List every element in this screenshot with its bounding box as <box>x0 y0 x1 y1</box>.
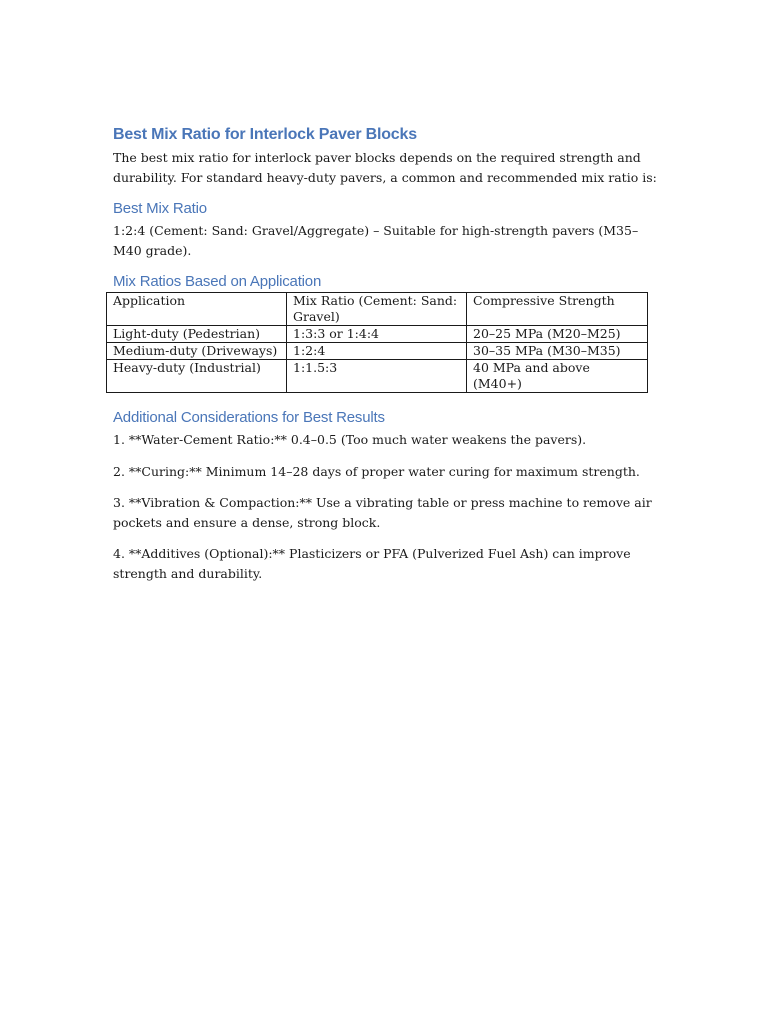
mix-ratio-table <box>106 292 648 393</box>
table-cell: 30–35 MPa (M30–M35) <box>467 343 648 360</box>
table-cell: Heavy-duty (Industrial) <box>107 360 287 393</box>
best-mix-paragraph: 1:2:4 (Cement: Sand: Gravel/Aggregate) – Suitable for high-strength pavers (M35–M40 grade). <box>113 223 639 258</box>
best-mix-heading: Best Mix Ratio <box>113 200 207 217</box>
table-cell: 40 MPa and above (M40+) <box>467 360 648 393</box>
column-header: Mix Ratio (Cement: Sand: Gravel) <box>287 293 467 326</box>
applications-heading: Mix Ratios Based on Application <box>113 273 322 290</box>
consideration-item: 3. **Vibration & Compaction:** Use a vibrating table or press machine to remove air pockets and ensure a dense, strong block. <box>113 495 652 530</box>
consideration-item: 1. **Water-Cement Ratio:** 0.4–0.5 (Too much water weakens the pavers). <box>113 432 587 447</box>
document-page <box>113 124 658 583</box>
table-row <box>107 360 648 393</box>
table-header-row <box>107 293 648 326</box>
table-cell: 20–25 MPa (M20–M25) <box>467 326 648 343</box>
table-cell: Light-duty (Pedestrian) <box>107 326 287 343</box>
table-cell: Medium-duty (Driveways) <box>107 343 287 360</box>
consideration-item: 4. **Additives (Optional):** Plasticizers or PFA (Pulverized Fuel Ash) can improve strength and durability. <box>113 546 631 581</box>
table-row <box>107 343 648 360</box>
considerations-heading: Additional Considerations for Best Results <box>113 409 385 426</box>
intro-paragraph: The best mix ratio for interlock paver blocks depends on the required strength and durability. For standard heavy-duty pavers, a common and recommended mix ratio is: <box>113 150 657 185</box>
table-row <box>107 326 648 343</box>
column-header: Application <box>107 293 287 326</box>
table-cell: 1:2:4 <box>287 343 467 360</box>
table-cell: 1:3:3 or 1:4:4 <box>287 326 467 343</box>
table-cell: 1:1.5:3 <box>287 360 467 393</box>
document-title: Best Mix Ratio for Interlock Paver Blocks <box>113 126 417 143</box>
column-header: Compressive Strength <box>467 293 648 326</box>
consideration-item: 2. **Curing:** Minimum 14–28 days of proper water curing for maximum strength. <box>113 463 640 479</box>
